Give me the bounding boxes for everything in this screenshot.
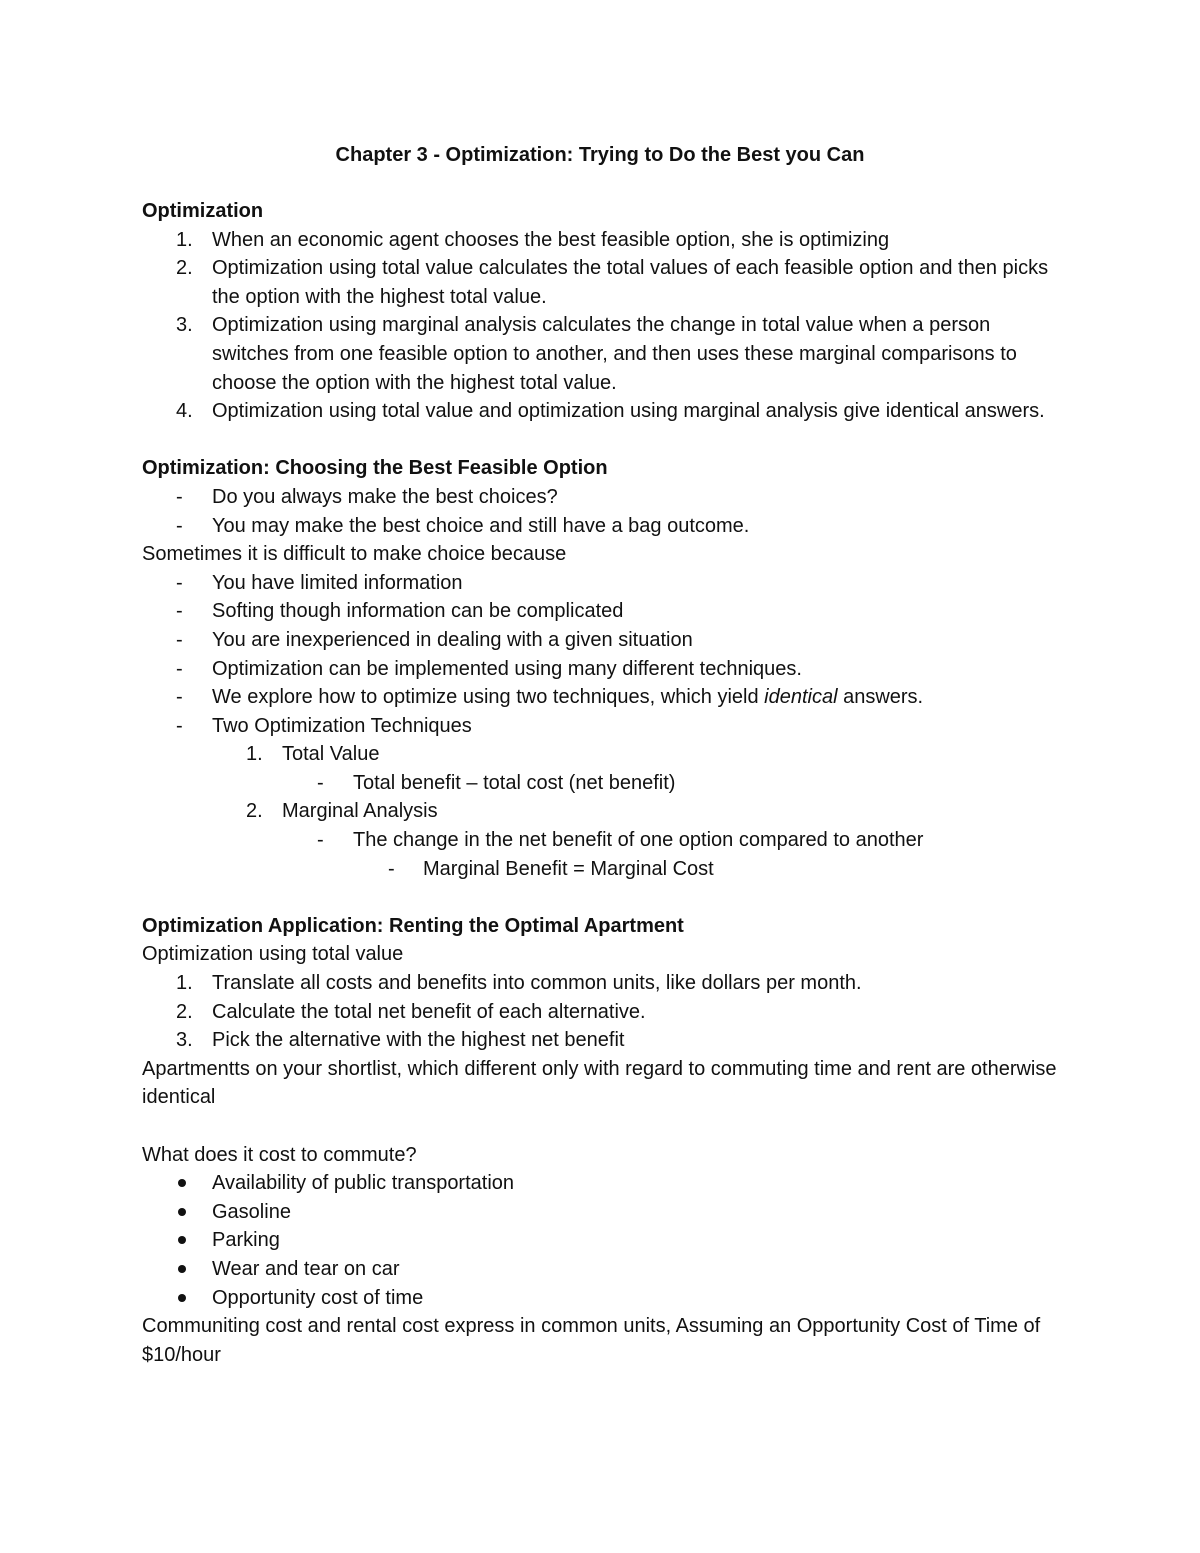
section-heading-optimization: Optimization: [142, 200, 264, 222]
document-body: [142, 197, 1072, 1369]
bullet-icon: [178, 1236, 186, 1244]
list-item: 4. Optimization using total value and optimization using marginal analysis give identical answers.: [176, 400, 1045, 423]
list-item: 1. When an economic agent chooses the best feasible option, she is optimizing: [176, 228, 890, 251]
list-item: Opportunity cost of time: [142, 1284, 1072, 1313]
list-item: - You may make the best choice and still have a bag outcome.: [176, 514, 750, 537]
list-item: - You have limited information: [176, 571, 463, 594]
list-item: - We explore how to optimize using two techniques, which yield identical answers.: [176, 686, 924, 709]
list-item: - Marginal Benefit = Marginal Cost: [388, 857, 714, 880]
list-item: Wear and tear on car: [142, 1255, 1072, 1284]
list-item: - Total benefit – total cost (net benefit): [317, 771, 676, 794]
section-heading-renting-apartment: Optimization Application: Renting the Optimal Apartment: [142, 914, 684, 937]
paragraph: Optimization using total value: [142, 943, 404, 966]
paragraph: Communiting cost and rental cost express in common units, Assuming an Opportunity Cost of Time of $10/hour: [142, 1315, 1041, 1366]
list-item: - The change in the net benefit of one option compared to another: [317, 829, 924, 852]
list-item: - Do you always make the best choices?: [176, 485, 558, 508]
list-item: 2. Calculate the total net benefit of each alternative.: [176, 1000, 646, 1023]
list-item: - Optimization can be implemented using many different techniques.: [176, 657, 802, 680]
section-heading-best-feasible-option: Optimization: Choosing the Best Feasible Option: [142, 457, 608, 480]
list-item: 3. Optimization using marginal analysis calculates the change in total value when a person switches from one feasible option to another, and then uses these marginal comparisons to choose the option with the highest total value.: [176, 314, 1017, 394]
bullet-icon: [178, 1208, 186, 1216]
list-item: 1. Translate all costs and benefits into common units, like dollars per month.: [176, 972, 862, 995]
paragraph: Sometimes it is difficult to make choice because: [142, 543, 567, 566]
list-item: 2. Optimization using total value calculates the total values of each feasible option and then picks the option with the highest total value.: [176, 257, 1049, 308]
list-item: 1. Total Value: [246, 743, 380, 766]
bullet-icon: [178, 1179, 186, 1187]
list-item: Gasoline: [142, 1198, 1072, 1227]
list-item: - Softing though information can be complicated: [176, 600, 624, 623]
list-item: Availability of public transportation: [142, 1169, 1072, 1198]
bullet-icon: [178, 1294, 186, 1302]
bullet-icon: [178, 1265, 186, 1273]
page-title: Chapter 3 - Optimization: Trying to Do the Best you Can: [335, 144, 865, 166]
list-item: Parking: [142, 1226, 1072, 1255]
paragraph: What does it cost to commute?: [142, 1143, 417, 1166]
list-item: - You are inexperienced in dealing with a given situation: [176, 628, 693, 651]
list-item: - Two Optimization Techniques: [176, 714, 472, 737]
paragraph: Apartmentts on your shortlist, which different only with regard to commuting time and rent are otherwise identical: [142, 1057, 1057, 1109]
list-item: 2. Marginal Analysis: [246, 800, 438, 823]
list-item: 3. Pick the alternative with the highest net benefit: [176, 1029, 625, 1052]
